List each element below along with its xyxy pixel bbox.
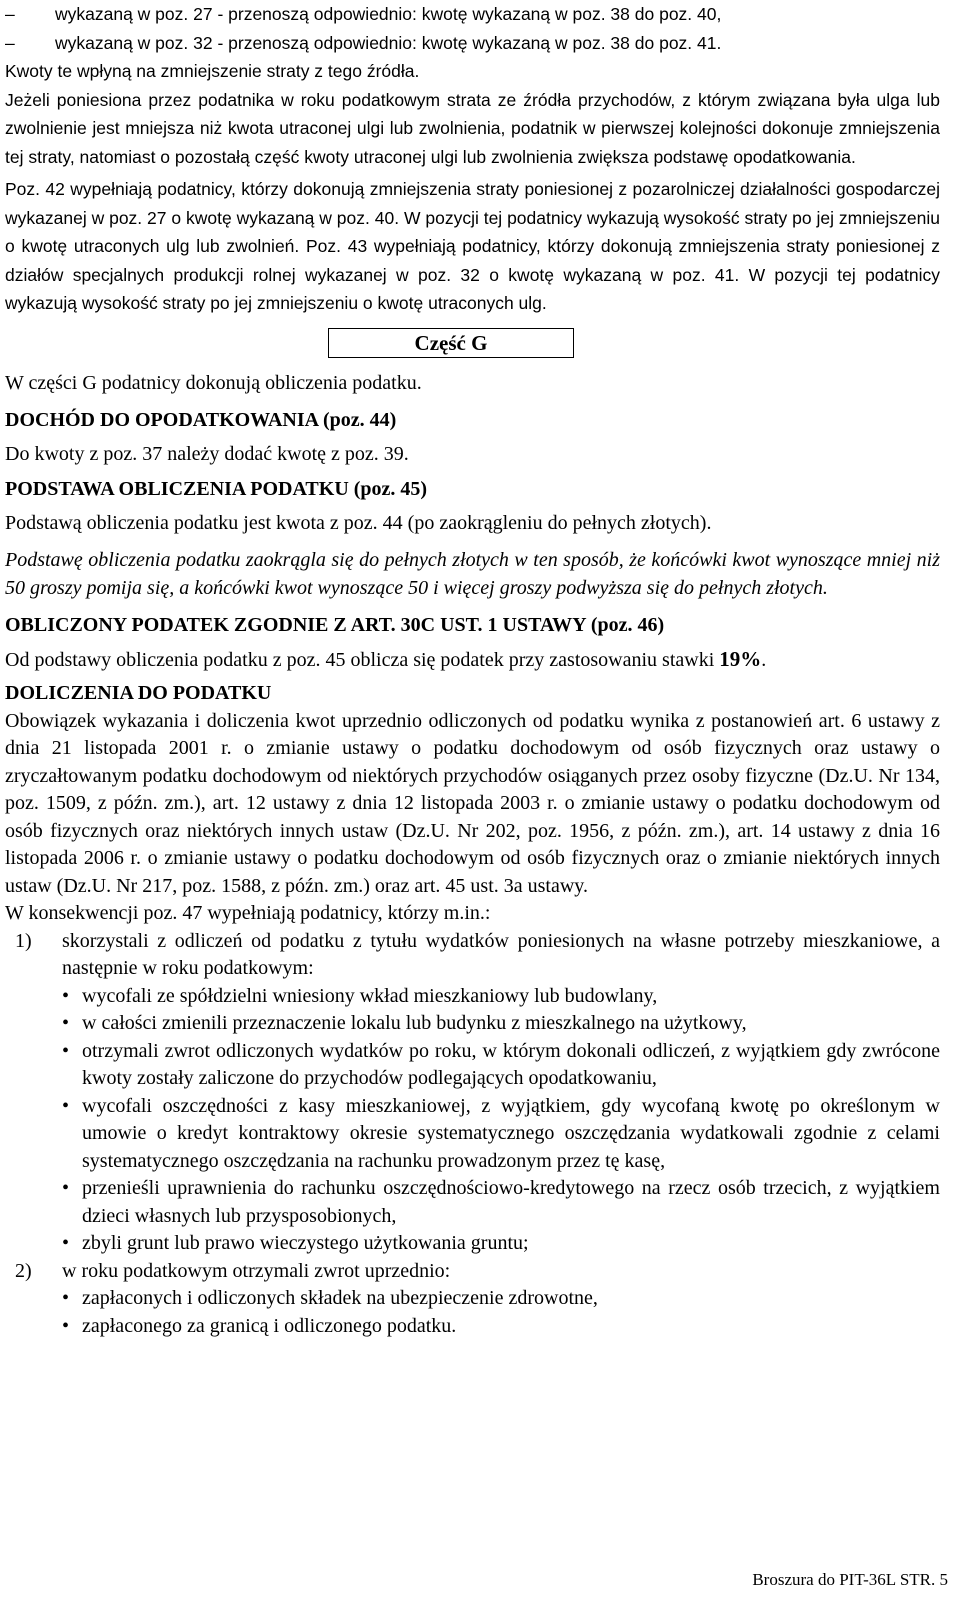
heading-podstawa: PODSTAWA OBLICZENIA PODATKU (poz. 45) [5, 478, 428, 500]
bullet-text: wycofali ze spółdzielni wniesiony wkład mieszkaniowy lub budowlany, [82, 984, 658, 1007]
bullet-marker: • [62, 1287, 70, 1309]
dash-item-text: wykazaną w poz. 32 - przenoszą odpowiednio: kwotę wykazaną w poz. 38 do poz. 41. [55, 32, 722, 53]
heading-doliczenia: DOLICZENIA DO PODATKU [5, 682, 272, 704]
list-item [5, 928, 940, 1258]
bullet-text: zapłaconego za granicą i odliczonego podatku. [82, 1314, 457, 1337]
list-item-body [62, 928, 940, 1258]
bullet-marker: • [62, 1314, 70, 1337]
text-obliczony-main: Od podstawy obliczenia podatku z poz. 45 oblicza się podatek przy zastosowaniu stawki [5, 648, 720, 671]
dash-marker: – [5, 32, 15, 53]
heading-dochod: DOCHÓD DO OPODATKOWANIA (poz. 44) [5, 409, 397, 431]
text-obliczony [5, 646, 940, 675]
list-item-body [62, 1258, 940, 1341]
text-konsekwencji: W konsekwencji poz. 47 wypełniają podatnicy, którzy m.in.: [5, 902, 491, 924]
text-zaokraglenie: Podstawę obliczenia podatku zaokrągla się do pełnych złotych w ten sposób, że końcówki kwot wynoszące mniej niż 50 groszy pomija się, a końcówki kwot wynoszące 50 i więcej groszy podwyższa się do pełnych złotych. [5, 549, 940, 599]
section-intro: W części G podatnicy dokonują obliczenia podatku. [5, 371, 422, 394]
bullet-text: zbyli grunt lub prawo wieczystego użytkowania gruntu; [82, 1232, 529, 1254]
bullet-marker: • [62, 1177, 70, 1199]
bullet-marker: • [62, 1039, 70, 1062]
text-dochod: Do kwoty z poz. 37 należy dodać kwotę z poz. 39. [5, 442, 409, 465]
bullet-item [62, 983, 940, 1011]
bullet-text: wycofali oszczędności z kasy mieszkaniowej, z wyjątkiem, gdy wycofaną kwotę po określonym w umowie o kredyt kontraktowy okresie systematycznego oszczędzania wydatkowali zgodnie z celami systematycznego oszczędzania na rachunku prowadzonym przez tę kasę, [82, 1094, 940, 1172]
text-podstawa: Podstawą obliczenia podatku jest kwota z poz. 44 (po zaokrągleniu do pełnych złotych). [5, 511, 712, 534]
bullet-text: zapłaconych i odliczonych składek na ubezpieczenie zdrowotne, [82, 1287, 598, 1309]
bullet-marker: • [62, 1094, 70, 1117]
dash-item [5, 29, 940, 58]
text-obliczony-end: . [761, 648, 767, 671]
bullet-item [62, 1038, 940, 1093]
bullet-list [62, 1285, 940, 1340]
bullet-item [62, 1010, 940, 1038]
section-g-body [5, 370, 940, 1341]
bullet-marker: • [62, 1012, 70, 1034]
list-number: 1) [15, 929, 32, 952]
page-footer: Broszura do PIT-36L STR. 5 [752, 1570, 948, 1589]
bullet-list [62, 983, 940, 1258]
bullet-item [62, 1285, 940, 1313]
bullet-item [62, 1093, 940, 1176]
dash-marker: – [5, 4, 15, 24]
heading-obliczony: OBLICZONY PODATEK ZGODNIE Z ART. 30C UST. 1 USTAWY (poz. 46) [5, 614, 665, 636]
list-number: 2) [15, 1259, 32, 1282]
bullet-text: przenieśli uprawnienia do rachunku oszczędnościowo-kredytowego na rzecz osób trzecich, z wyjątkiem dzieci własnych lub przysposobionych, [82, 1177, 940, 1227]
list-item [5, 1258, 940, 1341]
list-item-text: w roku podatkowym otrzymali zwrot uprzednio: [62, 1259, 451, 1282]
bullet-item [62, 1175, 940, 1230]
paragraph-kwoty: Kwoty te wpłyną na zmniejszenie straty z tego źródła. [5, 61, 420, 81]
text-doliczenia: Obowiązek wykazania i doliczenia kwot uprzednio odliczonych od podatku wynika z postanowień art. 6 ustawy z dnia 21 listopada 2001 r. o zmianie ustawy o podatku dochodowym od osób fizycznych oraz ustawy o zryczałtowanym podatku dochodowym od niektórych przychodów osiąganych przez osoby fizyczne (Dz.U. Nr 134, poz. 1509, z późn. zm.), art. 12 ustawy z dnia 12 listopada 2003 r. o zmianie ustawy o podatku dochodowym od osób fizycznych oraz niektórych innych ustaw (Dz.U. Nr 202, poz. 1956, z późn. zm.), art. 14 ustawy z dnia 16 listopada 2006 r. o zmianie ustawy o podatku dochodowym od osób fizycznych oraz o zmianie niektórych innych ustaw (Dz.U. Nr 217, poz. 1588, z późn. zm.) oraz art. 45 ust. 3a ustawy. [5, 709, 940, 897]
bullet-text: otrzymali zwrot odliczonych wydatków po roku, w którym dokonali odliczeń, z wyjątkiem gdy zwrócone kwoty zostały zaliczone do przychodów podlegających opodatkowaniu, [82, 1039, 940, 1089]
section-title-box: Część G [328, 328, 574, 358]
numbered-list [5, 928, 940, 1341]
bullet-item [62, 1313, 940, 1341]
bullet-marker: • [62, 984, 70, 1007]
bullet-text: w całości zmienili przeznaczenie lokalu lub budynku z mieszkalnego na użytkowy, [82, 1012, 747, 1034]
dash-item-text: wykazaną w poz. 27 - przenoszą odpowiednio: kwotę wykazaną w poz. 38 do poz. 40, [55, 4, 722, 24]
bullet-item [62, 1230, 940, 1258]
paragraph-jezeli: Jeżeli poniesiona przez podatnika w roku podatkowym strata ze źródła przychodów, z którym związana była ulga lub zwolnienie jest mniejsza niż kwota utraconej ulgi lub zwolnienia, podatnik w pierwszej kolejności dokonuje zmniejszenia tej straty, natomiast o pozostałą część kwoty utraconej ulgi lub zwolnienia zwiększa podstawę opodatkowania. [5, 89, 940, 167]
paragraph-poz-42: Poz. 42 wypełniają podatnicy, którzy dokonują zmniejszenia straty poniesionej z pozarolniczej działalności gospodarczej wykazanej w poz. 27 o kwotę wykazaną w poz. 40. W pozycji tej podatnicy wykazują wysokość straty po jej zmniejszeniu o kwotę utraconych ulg lub zwolnień. Poz. 43 wypełniają podatnicy, którzy dokonują zmniejszenia straty poniesionej z działów specjalnych produkcji rolnej wykazanej w poz. 32 o kwotę wykazaną w poz. 41. W pozycji tej podatnicy wykazują wysokość straty po jej zmniejszeniu o kwotę utraconych ulg. [5, 179, 940, 313]
dash-item [5, 0, 940, 29]
bullet-marker: • [62, 1232, 70, 1254]
tax-rate: 19% [719, 646, 762, 671]
document-page [5, 0, 940, 1340]
list-item-text: skorzystali z odliczeń od podatku z tytułu wydatków poniesionych na własne potrzeby mieszkaniowe, a następnie w roku podatkowym: [62, 929, 940, 979]
intro-block [5, 0, 940, 318]
